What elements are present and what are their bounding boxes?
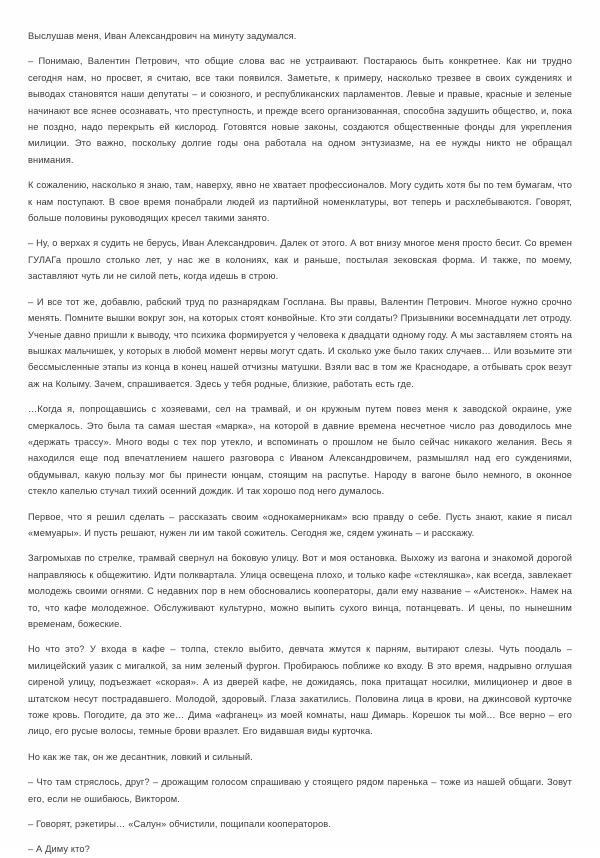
paragraph: – Понимаю, Валентин Петрович, что общие слова вас не устраивают. Постараюсь быть конкретнее. Как ни трудно сегодня нам, но просвет, я считаю, все таки появился. Заметьте, к примеру, насколько трезвее в своих суждениях и выводах становятся наши депутаты – и союзного, и республиканских парламентов. Левые и правые, красные и зеленые начинают все яснее осознавать, что преступность, и прежде всего организованная, способна задушить общество, и, пока не поздно, надо перекрыть ей кислород. Готовятся новые законы, создаются общественные фонды для укрепления милиции. Это важно, поскольку долгие годы она работала на одном энтузиазме, на ее нужды никто не обращал внимания. bbox=[28, 56, 572, 165]
paragraph: Загромыхав по стрелке, трамвай свернул на боковую улицу. Вот и моя остановка. Выхожу из вагона и знакомой дорогой направляюсь к общежитию. Идти полквартала. Улица освещена плохо, и только кафе «стекляшка», как всегда, завлекает молодежь своими огнями. С недавних пор в нем обосновались кооператоры, дали ему название – «Аистенок». Намек на то, что кафе молодежное. Обслуживают культурно, можно выпить сухого винца, потанцевать. И цены, по нынешним временам, божеские. bbox=[28, 553, 572, 629]
paragraph: – Говорят, рэкетиры… «Салун» обчистили, пощипали кооператоров. bbox=[28, 819, 332, 830]
paragraph: Выслушав меня, Иван Александрович на минуту задумался. bbox=[28, 31, 297, 41]
paragraph: …Когда я, попрощавшись с хозяевами, сел на трамвай, и он кружным путем повез меня к заводской окраине, уже смеркалось. Это была та самая шестая «марка», на которой в давние времена несчетное число раз доводилось мне «держать трассу». Много воды с тех пор утекло, и вспоминать о прошлом не было сейчас никакого желания. Весь я находился еще под впечатлением нашего разговора с Иваном Александровичем, размышлял над его суждениями, обдумывал, какую пользу мог бы принести юнцам, стоящим на распутье. Народу в вагоне было немного, в оконное стекло капелью стучал тихий осенний дождик. И так хорошо под него думалось. bbox=[28, 404, 572, 497]
document-text-body bbox=[28, 28, 572, 858]
paragraph: Но что это? У входа в кафе – толпа, стекло выбито, девчата жмутся к парням, вытирают слезы. Чуть поодаль – милицейский уазик с мигалкой, за ним зеленый фургон. Пробираюсь поближе ко входу. В это время, надрывно оглушая сиреной улицу, подъезжает «скорая». А из дверей кафе, не дожидаясь, пока притащат носилки, милиционер и двое в штатском несут пострадавшего. Молодой, здоровый. Глаза закатились. Половина лица в крови, на джинсовой курточке тоже кровь. Погодите, да это же… Дима «афганец» из моей комнаты, наш Димарь. Корешок ты мой… Все верно – его лицо, его русые волосы, темные брови вразлет. Его видавшая виды курточка. bbox=[28, 644, 572, 737]
paragraph: Но как же так, он же десантник, ловкий и сильный. bbox=[28, 751, 253, 762]
paragraph: – А Диму кто? bbox=[28, 844, 90, 855]
paragraph: – Ну, о верхах я судить не берусь, Иван Александрович. Далек от этого. А вот внизу многое меня просто бесит. Со времен ГУЛАГа прошло столько лет, у нас же в колониях, как и раньше, постылая зековская форма. И также, по моему, заставляют чуть ли не силой петь, когда идешь в строю. bbox=[28, 238, 572, 282]
paragraph: – И все тот же, добавлю, рабский труд по разнарядкам Госплана. Вы правы, Валентин Петрович. Многое нужно срочно менять. Помните вышки вокруг зон, на которых стоят конвойные. Кто эти солдаты? Призывники восемнадцати лет отроду. Ученые давно пришли к выводу, что психика формируется у человека к двадцати одному году. А мы заставляем стоять на вышках мальчишек, у которых в любой момент нервы могут сдать. И сколько уже было таких случаев… Или возьмите эти бессмысленные этапы из конца в конец нашей отчизны матушки. Взяли вас в том же Краснодаре, а отбывать срок везут аж на Колыму. Зачем, спрашивается. Здесь у тебя родные, близкие, работать есть где. bbox=[28, 296, 572, 389]
paragraph: – Что там стряслось, друг? – дрожащим голосом спрашиваю у стоящего рядом паренька – тоже из нашей общаги. Зовут его, если не ошибаюсь, Виктором. bbox=[28, 777, 572, 804]
paragraph: Первое, что я решил сделать – рассказать своим «однокамерникам» всю правду о себе. Пусть знают, какие я писал «мемуары». И пусть решают, нужен ли им такой сожитель. Сегодня же, сядем ужинать – и расскажу. bbox=[28, 511, 572, 538]
paragraph: К сожалению, насколько я знаю, там, наверху, явно не хватает профессионалов. Могу судить хотя бы по тем бумагам, что к нам поступают. В свое время понабрали людей из партийной номенклатуры, вот теперь и расхлебываются. Говорят, больше половины руководящих кресел такими занято. bbox=[28, 180, 572, 224]
